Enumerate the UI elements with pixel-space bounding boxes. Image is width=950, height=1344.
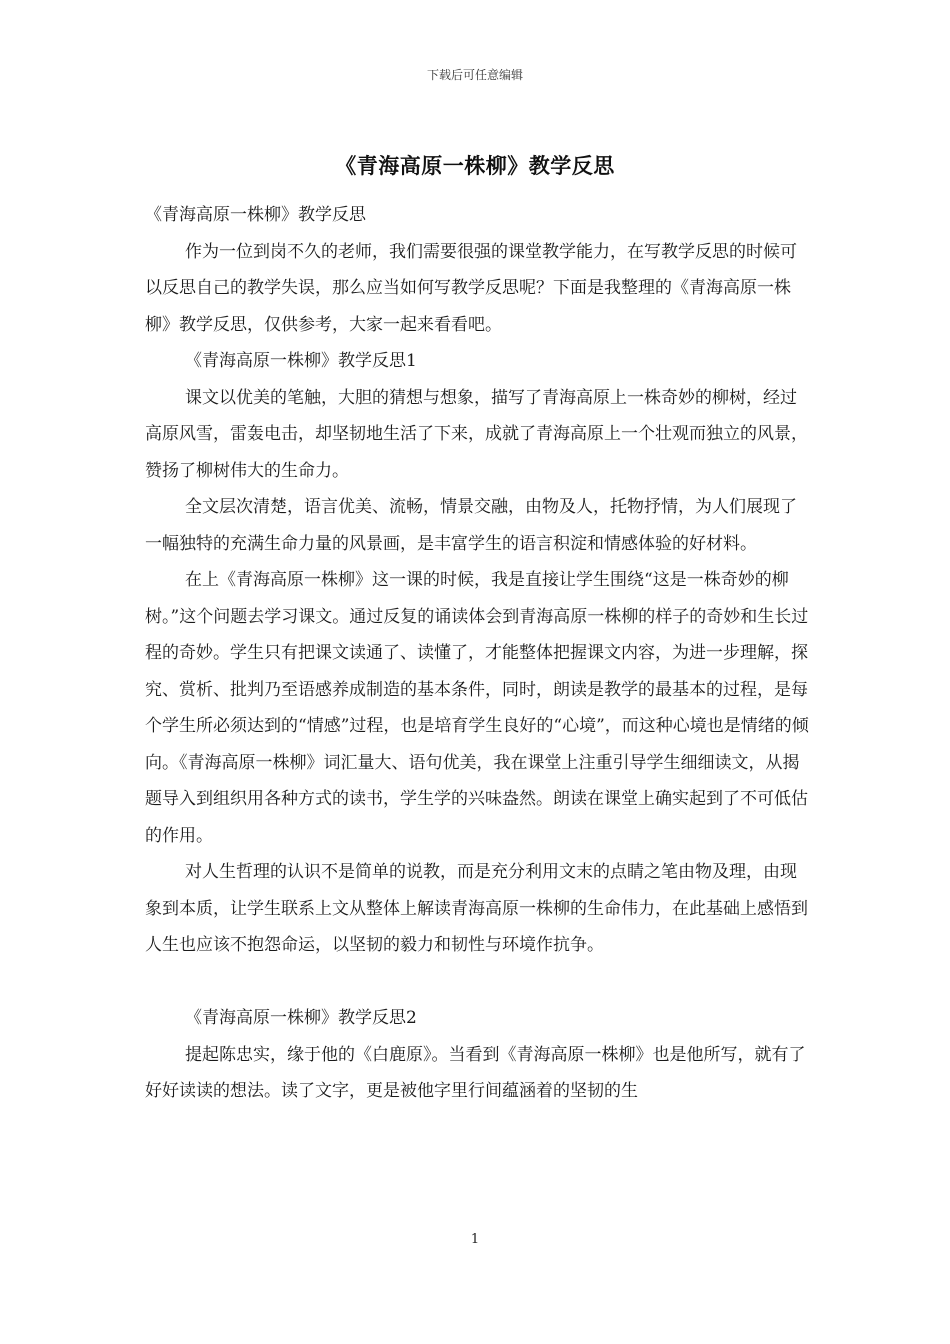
document-subtitle: 《青海高原一株柳》教学反思 xyxy=(145,205,366,225)
section-1-paragraph-3: 在上《青海高原一株柳》这一课的时候，我是直接让学生围绕“这是一株奇妙的柳树。”这个问题去学习课文。通过反复的诵读体会到青海高原一株柳的样子的奇妙和生长过程的奇妙。学生只有把课文读通了、读懂了，才能整体把握课文内容，为进一步理解，探究、赏析、批判乃至语感养成制造的基本条件，同时，朗读是教学的最基本的过程，是每个学生所必须达到的“情感”过程，也是培育学生良好的“心境”，而这种心境也是情绪的倾向。《青海高原一株柳》词汇量大、语句优美，我在课堂上注重引导学生细细读文，从揭题导入到组织用各种方式的读书，学生学的兴味盎然。朗读在课堂上确实起到了不可低估的作用。 xyxy=(145,570,809,846)
page-number: 1 xyxy=(470,1232,480,1247)
section-1-paragraph-1: 课文以优美的笔触，大胆的猜想与想象，描写了青海高原上一株奇妙的柳树，经过高原风雪，雷轰电击，却坚韧地生活了下来，成就了青海高原上一个壮观而独立的风景，赞扬了柳树伟大的生命力。 xyxy=(145,387,808,481)
section-2-heading: 《青海高原一株柳》教学反思2 xyxy=(185,1008,417,1028)
header-note: 下载后可任意编辑 xyxy=(426,68,523,82)
document-title: 《青海高原一株柳》教学反思 xyxy=(335,153,615,178)
intro-paragraph: 作为一位到岗不久的老师，我们需要很强的课堂教学能力，在写教学反思的时候可以反思自己的教学失误，那么应当如何写教学反思呢？下面是我整理的《青海高原一株柳》教学反思，仅供参考，大家一起来看看吧。 xyxy=(145,241,797,335)
paragraph-spacer xyxy=(145,964,810,1001)
section-1-paragraph-4: 对人生哲理的认识不是简单的说教，而是充分利用文末的点睛之笔由物及理，由现象到本质，让学生联系上文从整体上解读青海高原一株柳的生命伟力，在此基础上感悟到人生也应该不抱怨命运，以坚韧的毅力和韧性与环境作抗争。 xyxy=(145,862,808,955)
document-body xyxy=(145,197,810,1110)
section-2-paragraph-1: 提起陈忠实，缘于他的《白鹿原》。当看到《青海高原一株柳》也是他所写，就有了好好读读的想法。读了文字，更是被他字里行间蕴涵着的坚韧的生 xyxy=(145,1044,806,1101)
section-1-heading: 《青海高原一株柳》教学反思1 xyxy=(185,351,417,371)
section-1-paragraph-2: 全文层次清楚，语言优美、流畅，情景交融，由物及人，托物抒情，为人们展现了一幅独特的充满生命力量的风景画，是丰富学生的语言积淀和情感体验的好材料。 xyxy=(145,497,797,554)
